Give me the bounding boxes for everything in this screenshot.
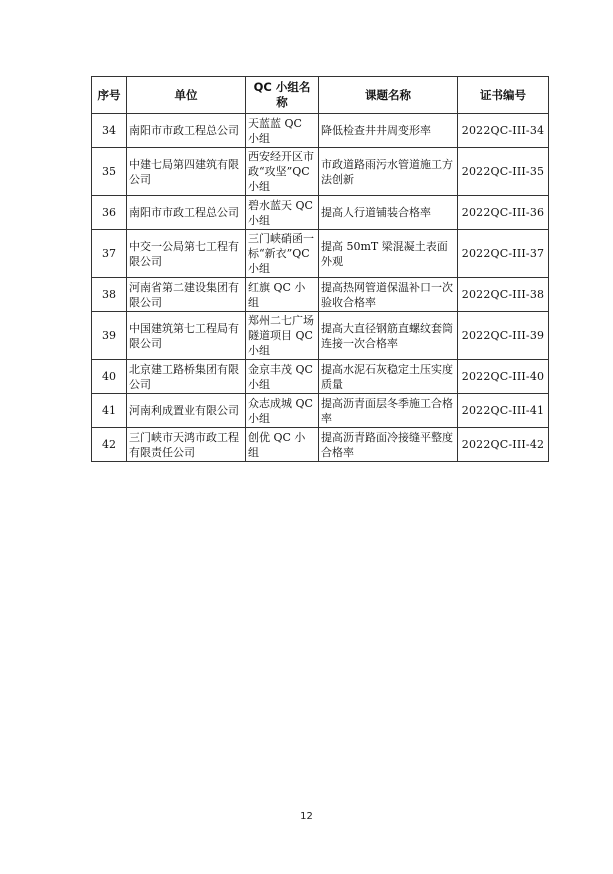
header-unit: 单位 <box>127 77 246 114</box>
cell-qc-group-name: 西安经开区市政“攻坚”QC 小组 <box>246 148 319 196</box>
cell-certificate-number: 2022QC-III-40 <box>458 360 549 394</box>
cell-topic-name: 提高水泥石灰稳定土压实度质量 <box>319 360 458 394</box>
cell-qc-group-name: 碧水蓝天 QC 小组 <box>246 196 319 230</box>
table-row <box>92 428 549 462</box>
table-row <box>92 114 549 148</box>
cell-serial-number: 34 <box>92 114 127 148</box>
header-certificate-number: 证书编号 <box>458 77 549 114</box>
cell-qc-group-name: 众志成城 QC 小组 <box>246 394 319 428</box>
cell-serial-number: 35 <box>92 148 127 196</box>
cell-serial-number: 37 <box>92 230 127 278</box>
cell-qc-group-name: 创优 QC 小组 <box>246 428 319 462</box>
cell-unit: 南阳市市政工程总公司 <box>127 196 246 230</box>
table-row <box>92 278 549 312</box>
table-row <box>92 230 549 278</box>
cell-serial-number: 39 <box>92 312 127 360</box>
cell-qc-group-name: 天蓝蓝 QC 小组 <box>246 114 319 148</box>
cell-serial-number: 36 <box>92 196 127 230</box>
table-row <box>92 312 549 360</box>
cell-qc-group-name: 红旗 QC 小组 <box>246 278 319 312</box>
cell-unit: 北京建工路桥集团有限公司 <box>127 360 246 394</box>
cell-topic-name: 提高大直径钢筋直螺纹套筒连接一次合格率 <box>319 312 458 360</box>
table-row <box>92 394 549 428</box>
cell-qc-group-name: 郑州二七广场隧道项目 QC 小组 <box>246 312 319 360</box>
cell-unit: 中建七局第四建筑有限公司 <box>127 148 246 196</box>
cell-certificate-number: 2022QC-III-42 <box>458 428 549 462</box>
page-number: 12 <box>300 811 313 822</box>
cell-qc-group-name: 三门峡硝函一标“新衣”QC 小组 <box>246 230 319 278</box>
cell-serial-number: 41 <box>92 394 127 428</box>
cell-unit: 中国建筑第七工程局有限公司 <box>127 312 246 360</box>
cell-serial-number: 42 <box>92 428 127 462</box>
cell-topic-name: 提高人行道铺装合格率 <box>319 196 458 230</box>
cell-topic-name: 提高沥青路面冷接缝平整度合格率 <box>319 428 458 462</box>
cell-certificate-number: 2022QC-III-36 <box>458 196 549 230</box>
qc-award-table <box>91 76 549 462</box>
cell-certificate-number: 2022QC-III-39 <box>458 312 549 360</box>
cell-certificate-number: 2022QC-III-37 <box>458 230 549 278</box>
cell-topic-name: 提高沥青面层冬季施工合格率 <box>319 394 458 428</box>
cell-unit: 南阳市市政工程总公司 <box>127 114 246 148</box>
cell-serial-number: 40 <box>92 360 127 394</box>
cell-certificate-number: 2022QC-III-38 <box>458 278 549 312</box>
header-qc-group-name: QC 小组名称 <box>246 77 319 114</box>
table-header-row <box>92 77 549 114</box>
cell-unit: 中交一公局第七工程有限公司 <box>127 230 246 278</box>
table-row <box>92 148 549 196</box>
cell-unit: 河南省第二建设集团有限公司 <box>127 278 246 312</box>
header-topic-name: 课题名称 <box>319 77 458 114</box>
cell-unit: 三门峡市天鸿市政工程有限责任公司 <box>127 428 246 462</box>
table-row <box>92 196 549 230</box>
cell-topic-name: 市政道路雨污水管道施工方法创新 <box>319 148 458 196</box>
cell-certificate-number: 2022QC-III-35 <box>458 148 549 196</box>
cell-serial-number: 38 <box>92 278 127 312</box>
cell-certificate-number: 2022QC-III-41 <box>458 394 549 428</box>
cell-qc-group-name: 金京丰茂 QC 小组 <box>246 360 319 394</box>
cell-topic-name: 提高 50mT 梁混凝土表面外观 <box>319 230 458 278</box>
cell-certificate-number: 2022QC-III-34 <box>458 114 549 148</box>
cell-topic-name: 降低检查井井周变形率 <box>319 114 458 148</box>
cell-topic-name: 提高热网管道保温补口一次验收合格率 <box>319 278 458 312</box>
header-serial-number: 序号 <box>92 77 127 114</box>
cell-unit: 河南利成置业有限公司 <box>127 394 246 428</box>
table-row <box>92 360 549 394</box>
